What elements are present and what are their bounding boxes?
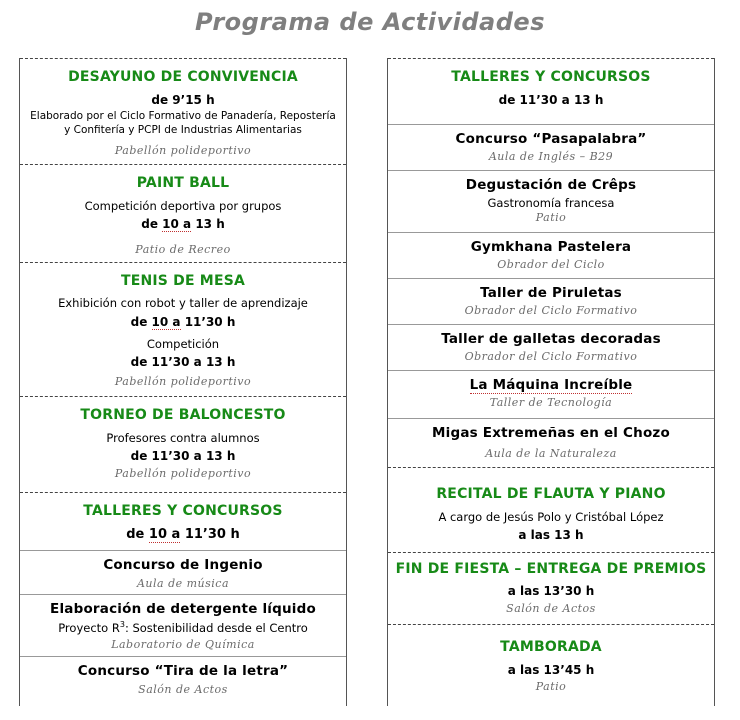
- section-desayuno: [20, 58, 346, 165]
- activity-creps: [388, 170, 714, 233]
- paintball-heading: PAINT BALL: [136, 175, 230, 191]
- tenis-heading: TENIS DE MESA: [120, 273, 246, 289]
- maquina-location: Taller de Tecnología: [489, 396, 613, 409]
- section-paintball: [20, 164, 346, 263]
- pasapalabra-name: Concurso “Pasapalabra”: [455, 131, 647, 147]
- tenis-location: Pabellón polideportivo: [114, 375, 252, 388]
- piruletas-name: Taller de Piruletas: [480, 285, 622, 301]
- desayuno-time: de 9’15 h: [151, 93, 215, 107]
- piruletas-location: Obrador del Ciclo Formativo: [464, 304, 638, 317]
- baloncesto-time: de 11’30 a 13 h: [130, 449, 236, 463]
- migas-location: Aula de la Naturaleza: [485, 447, 617, 460]
- detergente-name: Elaboración de detergente líquido: [50, 601, 316, 617]
- paintball-desc: Competición deportiva por grupos: [84, 199, 282, 213]
- tira-name: Concurso “Tira de la letra”: [77, 663, 289, 679]
- talleres-right-time: de 11’30 a 13 h: [498, 93, 604, 107]
- page-title: Programa de Actividades: [194, 8, 545, 36]
- desayuno-desc-2: y Confitería y PCPI de Industrias Alimentarias: [64, 124, 302, 136]
- activity-piruletas: [388, 278, 714, 325]
- right-column: [387, 58, 715, 706]
- ingenio-name: Concurso de Ingenio: [103, 557, 263, 573]
- activity-tira: [20, 656, 346, 707]
- detergente-desc: Proyecto $R^3$: Sostenibilidad desde el Centro: [58, 620, 308, 635]
- pasapalabra-location: Aula de Inglés – B29: [488, 150, 614, 163]
- ingenio-location: Aula de música: [136, 577, 230, 590]
- talleres-left-time: de 10 a 11’30 h: [126, 527, 240, 542]
- fin-time: a las 13’30 h: [507, 584, 595, 598]
- creps-name: Degustación de Crêps: [465, 177, 637, 193]
- fin-location: Salón de Actos: [506, 602, 596, 615]
- galletas-name: Taller de galletas decoradas: [441, 331, 661, 347]
- activity-migas: [388, 418, 714, 468]
- recital-time: a las 13 h: [518, 528, 584, 542]
- tenis-time-1: de 10 a 11’30 h: [130, 315, 236, 329]
- section-talleres-right: [388, 58, 714, 125]
- creps-location: Patio: [535, 211, 567, 224]
- section-fin: [388, 552, 714, 625]
- activity-detergente: [20, 594, 346, 657]
- section-recital: [388, 468, 714, 552]
- fin-heading: FIN DE FIESTA – ENTREGA DE PREMIOS: [395, 561, 707, 577]
- baloncesto-heading: TORNEO DE BALONCESTO: [80, 407, 286, 423]
- recital-desc: A cargo de Jesús Polo y Cristóbal López: [438, 510, 664, 524]
- maquina-name: La Máquina Increíble: [469, 377, 633, 393]
- talleres-right-heading: TALLERES Y CONCURSOS: [451, 69, 651, 85]
- talleres-left-heading: TALLERES Y CONCURSOS: [83, 503, 283, 519]
- recital-heading: RECITAL DE FLAUTA Y PIANO: [436, 486, 666, 502]
- activity-galletas: [388, 324, 714, 371]
- paintball-time: de 10 a 13 h: [141, 217, 225, 231]
- detergente-location: Laboratorio de Química: [111, 638, 255, 651]
- desayuno-location: Pabellón polideportivo: [114, 144, 252, 157]
- section-tamborada: [388, 624, 714, 707]
- gymkhana-name: Gymkhana Pastelera: [470, 239, 632, 255]
- activity-maquina: [388, 370, 714, 419]
- baloncesto-desc: Profesores contra alumnos: [106, 431, 260, 445]
- tamborada-heading: TAMBORADA: [500, 639, 602, 655]
- gymkhana-location: Obrador del Ciclo: [497, 258, 605, 271]
- activity-gymkhana: [388, 232, 714, 279]
- creps-desc: Gastronomía francesa: [487, 196, 615, 210]
- section-tenis: [20, 262, 346, 397]
- activity-ingenio: [20, 550, 346, 595]
- desayuno-heading: DESAYUNO DE CONVIVENCIA: [68, 69, 298, 85]
- migas-name: Migas Extremeñas en el Chozo: [432, 425, 670, 441]
- tenis-time-2: de 11’30 a 13 h: [130, 355, 236, 369]
- left-column: [19, 58, 347, 706]
- tamborada-time: a las 13’45 h: [507, 663, 595, 677]
- tenis-desc-1: Exhibición con robot y taller de aprendizaje: [58, 296, 308, 310]
- baloncesto-location: Pabellón polideportivo: [114, 467, 252, 480]
- tira-location: Salón de Actos: [138, 683, 228, 696]
- section-talleres-left: [20, 492, 346, 551]
- paintball-location: Patio de Recreo: [135, 243, 231, 256]
- section-baloncesto: [20, 396, 346, 493]
- tamborada-location: Patio: [535, 680, 567, 693]
- activity-pasapalabra: [388, 124, 714, 171]
- desayuno-desc-1: Elaborado por el Ciclo Formativo de Panadería, Repostería: [30, 110, 336, 122]
- tenis-desc-2: Competición: [146, 337, 220, 351]
- galletas-location: Obrador del Ciclo Formativo: [464, 350, 638, 363]
